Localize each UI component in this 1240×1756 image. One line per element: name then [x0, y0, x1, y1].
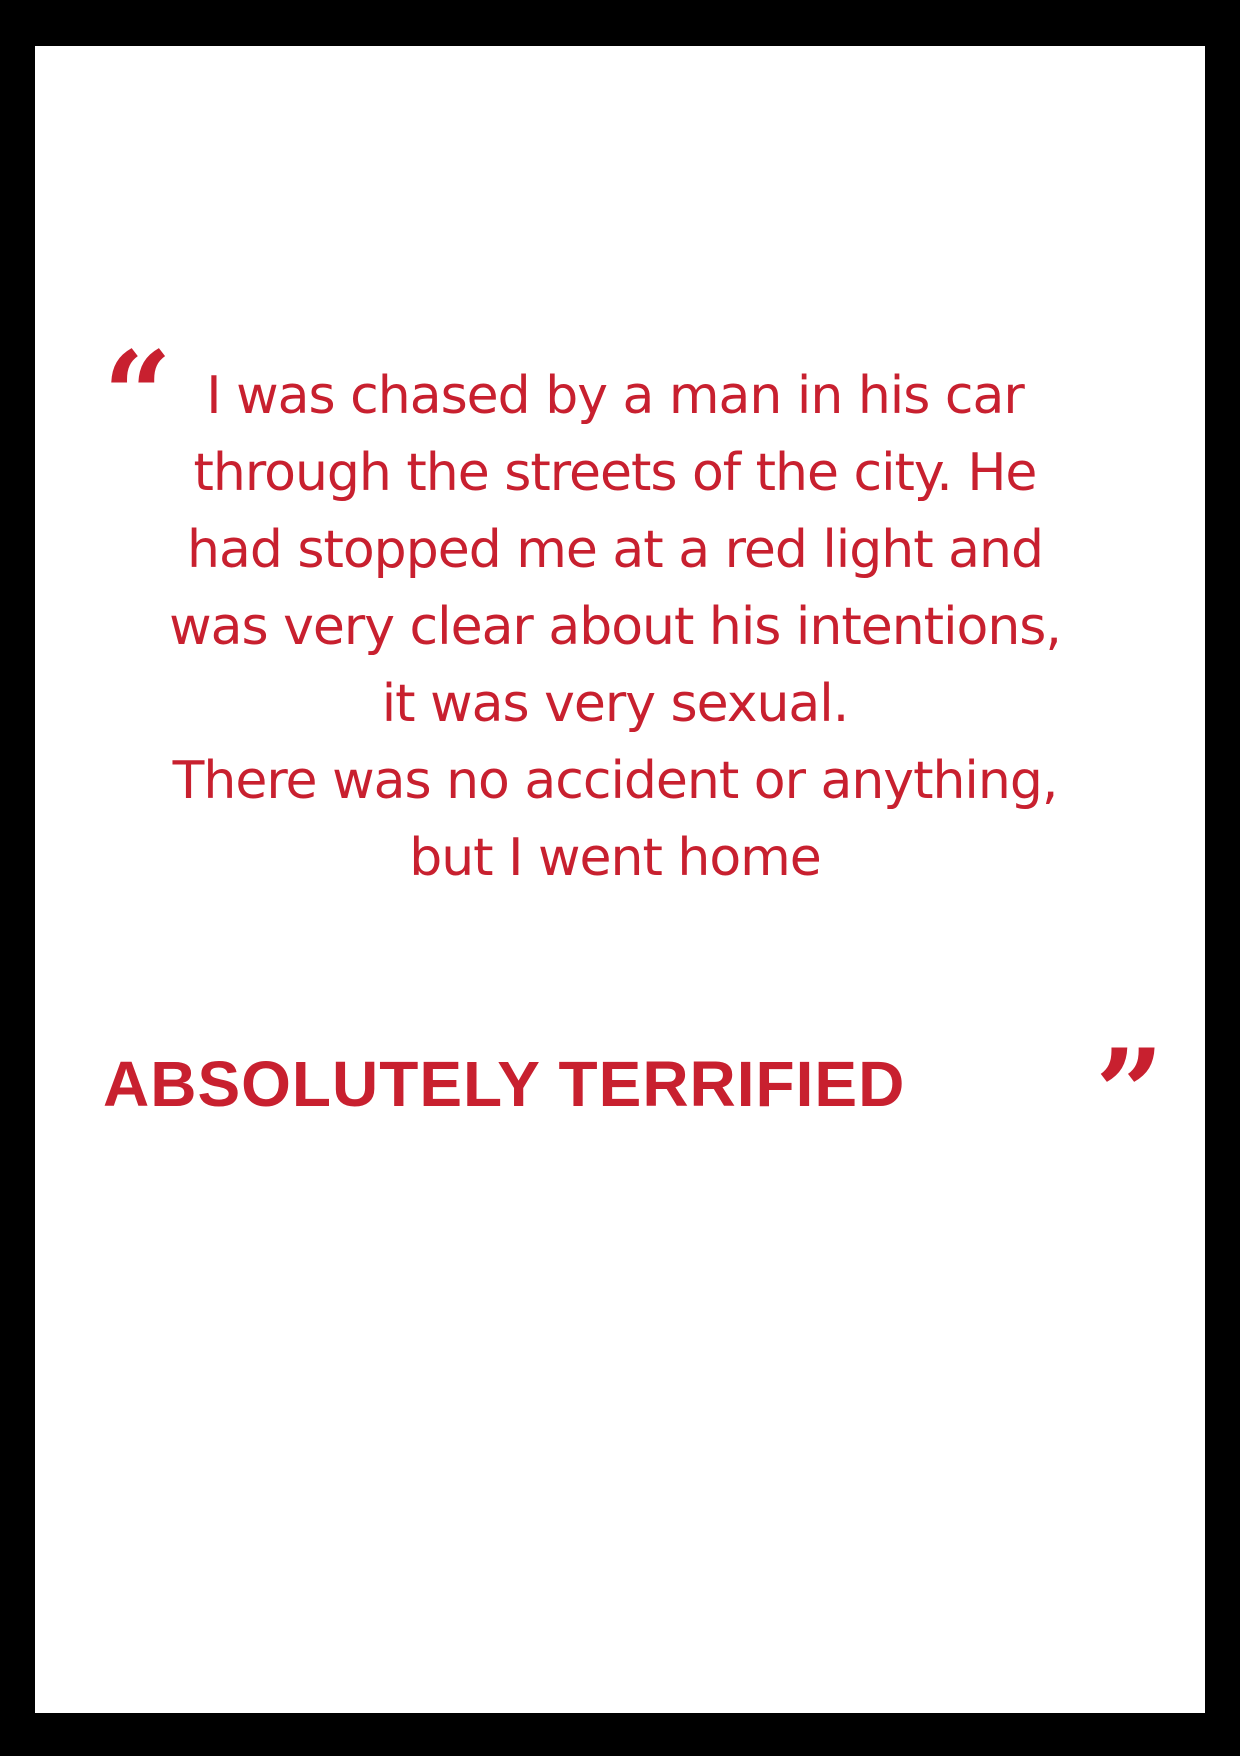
quote-text — [105, 358, 1125, 897]
quote-line: had stopped me at a red light and — [187, 520, 1043, 580]
open-quote-mark: “ — [103, 325, 173, 466]
emphasis-phrase: ABSOLUTELY TERRIFIED — [103, 1048, 906, 1120]
quote-line: was very clear about his intentions, — [169, 597, 1061, 657]
quote-line: it was very sexual. — [381, 674, 849, 734]
quote-card — [35, 46, 1205, 1713]
quote-line: I was chased by a man in his car — [206, 366, 1024, 426]
close-quote-mark: ” — [1095, 1023, 1165, 1164]
quote-line: There was no accident or anything, — [172, 751, 1058, 811]
quote-line: but I went home — [409, 828, 821, 888]
quote-line: through the streets of the city. He — [193, 443, 1037, 503]
